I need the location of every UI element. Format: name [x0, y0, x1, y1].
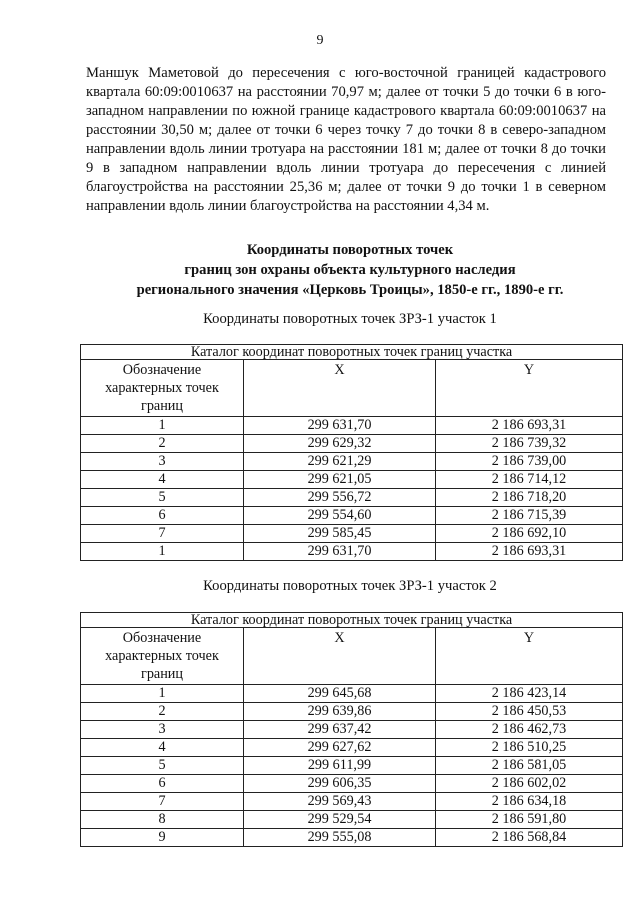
- table-row: [81, 435, 623, 453]
- table-row: [81, 471, 623, 489]
- cell-x: 299 621,05: [244, 471, 436, 489]
- cell-x: 299 555,08: [244, 829, 436, 847]
- cell-y: 2 186 591,80: [436, 811, 623, 829]
- column-header-point: Обозначение характерных точек границ: [81, 360, 244, 417]
- table-2-title: Координаты поворотных точек ЗРЗ-1 участок 2: [203, 578, 497, 594]
- intro-paragraph: Маншук Маметовой до пересечения с юго-восточной границей кадастрового квартала 60:09:0010637 на расстоянии 70,97 м; далее от точки 5 до точки 6 в юго-западном направлении по южной границе кадастрового квартала 60:09:0010637 на расстоянии 30,50 м; далее от точки 6 через точку 7 до точки 8 в северо-западном направлении вдоль линии тротуара на расстоянии 181 м; далее от точки 8 до точки 9 в западном направлении вдоль линии тротуара до пересечения с линией благоустройства на расстоянии 25,36 м; далее от точки 9 до точки 1 в северном направлении вдоль линии благоустройства на расстоянии 4,34 м.: [86, 65, 606, 214]
- cell-y: 2 186 634,18: [436, 793, 623, 811]
- table-row: [81, 507, 623, 525]
- table-row: [81, 721, 623, 739]
- cell-x: 299 569,43: [244, 793, 436, 811]
- cell-x: 299 556,72: [244, 489, 436, 507]
- cell-x: 299 621,29: [244, 453, 436, 471]
- coordinates-table-2: [80, 612, 623, 847]
- cell-y: 2 186 423,14: [436, 685, 623, 703]
- cell-point: 1: [81, 543, 244, 561]
- cell-x: 299 637,42: [244, 721, 436, 739]
- cell-y: 2 186 714,12: [436, 471, 623, 489]
- cell-point: 2: [81, 435, 244, 453]
- table-row: [81, 417, 623, 435]
- catalog-header: Каталог координат поворотных точек границ участка: [81, 613, 623, 628]
- cell-y: 2 186 568,84: [436, 829, 623, 847]
- cell-x: 299 627,62: [244, 739, 436, 757]
- section-heading: [80, 240, 620, 300]
- cell-point: 2: [81, 703, 244, 721]
- cell-point: 9: [81, 829, 244, 847]
- cell-y: 2 186 715,39: [436, 507, 623, 525]
- table-1-title: Координаты поворотных точек ЗРЗ-1 участок 1: [203, 311, 497, 327]
- table-row: [81, 811, 623, 829]
- table-row: [81, 703, 623, 721]
- column-header-x: X: [244, 628, 436, 685]
- cell-point: 5: [81, 489, 244, 507]
- cell-y: 2 186 693,31: [436, 417, 623, 435]
- cell-point: 1: [81, 417, 244, 435]
- table-row: [81, 829, 623, 847]
- table-body: [81, 685, 623, 847]
- table-row: [81, 525, 623, 543]
- heading-line-1: Координаты поворотных точек: [246, 242, 454, 258]
- column-header-x: X: [244, 360, 436, 417]
- cell-point: 7: [81, 525, 244, 543]
- heading-line-3: регионального значения «Церковь Троицы», 1850-е гг., 1890-е гг.: [136, 282, 564, 298]
- table-row: [81, 739, 623, 757]
- cell-point: 7: [81, 793, 244, 811]
- cell-point: 1: [81, 685, 244, 703]
- cell-point: 3: [81, 453, 244, 471]
- table-row: [81, 685, 623, 703]
- page-number: 9: [316, 33, 324, 48]
- cell-y: 2 186 581,05: [436, 757, 623, 775]
- column-header-point: Обозначение характерных точек границ: [81, 628, 244, 685]
- cell-y: 2 186 462,73: [436, 721, 623, 739]
- table-row: [81, 543, 623, 561]
- cell-y: 2 186 602,02: [436, 775, 623, 793]
- cell-x: 299 529,54: [244, 811, 436, 829]
- cell-x: 299 639,86: [244, 703, 436, 721]
- cell-point: 5: [81, 757, 244, 775]
- heading-line-2: границ зон охраны объекта культурного наследия: [184, 262, 516, 278]
- coordinates-table-1: [80, 344, 623, 561]
- catalog-header: Каталог координат поворотных точек границ участка: [81, 345, 623, 360]
- table-row: [81, 775, 623, 793]
- column-header-y: Y: [436, 628, 623, 685]
- cell-x: 299 645,68: [244, 685, 436, 703]
- cell-x: 299 631,70: [244, 543, 436, 561]
- cell-y: 2 186 510,25: [436, 739, 623, 757]
- cell-x: 299 554,60: [244, 507, 436, 525]
- cell-y: 2 186 450,53: [436, 703, 623, 721]
- cell-x: 299 611,99: [244, 757, 436, 775]
- cell-point: 8: [81, 811, 244, 829]
- cell-point: 6: [81, 775, 244, 793]
- table-row: [81, 793, 623, 811]
- cell-y: 2 186 693,31: [436, 543, 623, 561]
- cell-x: 299 585,45: [244, 525, 436, 543]
- cell-y: 2 186 739,32: [436, 435, 623, 453]
- cell-y: 2 186 739,00: [436, 453, 623, 471]
- cell-x: 299 631,70: [244, 417, 436, 435]
- table-row: [81, 453, 623, 471]
- cell-y: 2 186 692,10: [436, 525, 623, 543]
- cell-x: 299 629,32: [244, 435, 436, 453]
- table-row: [81, 757, 623, 775]
- cell-point: 4: [81, 739, 244, 757]
- cell-x: 299 606,35: [244, 775, 436, 793]
- cell-point: 6: [81, 507, 244, 525]
- table-body: [81, 417, 623, 561]
- cell-point: 3: [81, 721, 244, 739]
- column-header-y: Y: [436, 360, 623, 417]
- cell-point: 4: [81, 471, 244, 489]
- table-row: [81, 489, 623, 507]
- cell-y: 2 186 718,20: [436, 489, 623, 507]
